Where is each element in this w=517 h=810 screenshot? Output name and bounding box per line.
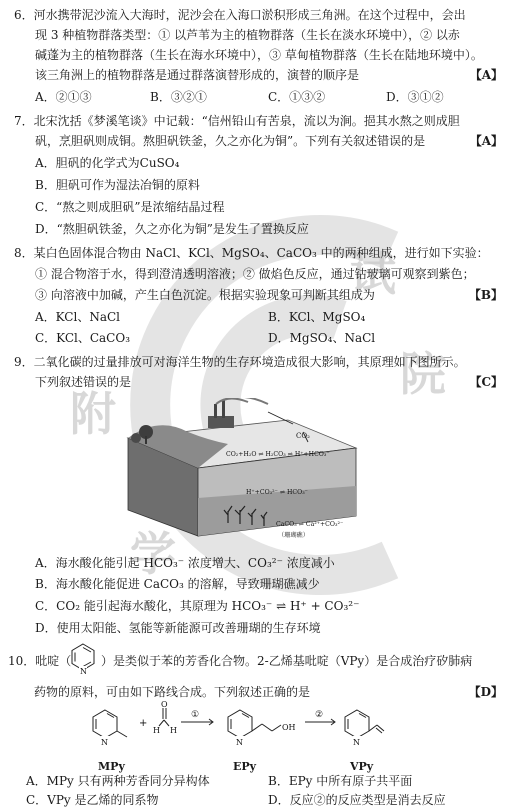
q9-option-a: A．海水酸化能引起 HCO₃⁻ 浓度增大、CO₃²⁻ 浓度减小: [35, 556, 335, 570]
q7-line-1: 7．北宋沈括《梦溪笔谈》中记载：“信州铅山有苦泉，流以为涧。挹其水熬之则成胆: [14, 114, 460, 128]
aldehyde-h-right: H: [170, 726, 177, 735]
q6-option-c: C．①③②: [268, 90, 326, 104]
watermark-char: 学: [130, 527, 176, 581]
q6-option-b: B．③②①: [150, 90, 207, 104]
vpy-n: N: [353, 738, 360, 747]
q8-option-a: A．KCl、NaCl: [35, 310, 121, 324]
q8-option-b: B．KCl、MgSO₄: [268, 310, 366, 324]
q10-option-b: B．EPy 中所有原子共平面: [268, 774, 413, 788]
watermark-char: 院: [400, 347, 446, 401]
synthesis-route: [85, 700, 385, 758]
step-1-label: ①: [191, 710, 200, 720]
q6-line-2: 现 3 种植物群落类型：① 以芦苇为主的植物群落（生长在淡水环境中），② 以赤: [35, 28, 460, 42]
q6-option-d: D．③①②: [386, 90, 444, 104]
coral-reef-label: （珊瑚礁）: [278, 532, 309, 539]
watermark-char: 试: [350, 247, 396, 301]
q6-answer: 【A】: [469, 68, 503, 82]
equation-carbonate: H⁺+CO₃²⁻ ⇌ HCO₃⁻: [246, 489, 308, 496]
q8-line-1: 8．某白色固体混合物由 NaCl、KCl、MgSO₄、CaCO₃ 中的两种组成，进行如下实验：: [14, 246, 489, 260]
q6-line-1: 6．河水携带泥沙流入大海时，泥沙会在入海口淤积形成三角洲。在这个过程中，会出: [14, 8, 466, 22]
q9-option-d: D．使用太阳能、氢能等新能源可改善珊瑚的生存环境: [35, 621, 321, 635]
pyridine-n: N: [80, 667, 87, 674]
mpy-label: MPy: [98, 760, 125, 773]
q8-option-c: C．KCl、CaCO₃: [35, 331, 131, 345]
q8-answer: 【B】: [468, 288, 503, 302]
epy-n: N: [236, 738, 243, 747]
q9-line-1: 9．二氧化碳的过量排放可对海洋生物的生存环境造成很大影响，其原理如下图所示。: [14, 355, 466, 369]
q9-option-c: C．CO₂ 能引起海水酸化，其原理为 HCO₃⁻ ⇌ H⁺ + CO₃²⁻: [35, 599, 360, 613]
q10-line-2: 药物的原料，可由如下路线合成。下列叙述正确的是: [34, 685, 311, 699]
co2-label: CO₂: [296, 432, 310, 440]
epy-label: EPy: [233, 760, 257, 773]
q10-line-1a: 10．吡啶（: [8, 654, 72, 668]
q7-answer: 【A】: [469, 134, 503, 148]
ocean-acidification-diagram: [118, 398, 363, 546]
aldehyde-o: O: [161, 700, 168, 709]
step-2-label: ②: [315, 710, 324, 720]
q9-line-2: 下列叙述错误的是: [35, 375, 132, 389]
q10-option-a: A．MPy 只有两种芳香同分异构体: [26, 774, 210, 788]
q7-option-b: B．胆矾可作为湿法冶铜的原料: [35, 178, 200, 192]
equation-dissolution: CO₂+H₂O ⇌ H₂CO₃ ⇌ H⁺+HCO₃⁻: [226, 451, 330, 458]
vpy-label: VPy: [350, 760, 374, 773]
q7-option-a: A．胆矾的化学式为CuSO₄: [35, 156, 180, 170]
watermark-char: 附: [70, 387, 116, 441]
q8-option-d: D．MgSO₄、NaCl: [268, 331, 376, 345]
aldehyde-h-left: H: [153, 726, 160, 735]
q10-answer: 【D】: [468, 685, 503, 699]
q10-option-c: C．VPy 是乙烯的同系物: [26, 793, 159, 807]
q6-line-4: 该三角洲上的植物群落是通过群落演替形成的，演替的顺序是: [35, 68, 360, 82]
q9-answer: 【C】: [469, 375, 503, 389]
q6-option-a: A．②①③: [35, 90, 92, 104]
equation-calcium: CaCO₃ ⇌ Ca²⁺+CO₃²⁻: [276, 521, 344, 528]
q7-option-c: C．“熬之则成胆矾”是浓缩结晶过程: [35, 200, 225, 214]
q10-option-d: D．反应②的反应类型是消去反应: [268, 793, 446, 807]
hydroxyl-label: OH: [282, 723, 296, 732]
q6-line-3: 碱蓬为主的植物群落（生长在海水环境中），③ 草甸植物群落（生长在陆地环境中）。: [35, 48, 483, 62]
mpy-n: N: [101, 738, 108, 747]
q9-option-b: B．海水酸化能促进 CaCO₃ 的溶解，导致珊瑚礁减少: [35, 577, 320, 591]
q8-line-3: ③ 向溶液中加碱，产生白色沉淀。根据实验现象可判断其组成为: [35, 288, 375, 302]
plus-sign: +: [139, 718, 148, 729]
pyridine-structure: [66, 640, 100, 674]
q7-line-2: 矾，烹胆矾则成铜。熬胆矾铁釜，久之亦化为铜”。下列有关叙述错误的是: [35, 134, 426, 148]
q7-option-d: D．“熬胆矾铁釜，久之亦化为铜”是发生了置换反应: [35, 222, 309, 236]
q10-line-1b: ）是类似于苯的芳香化合物。2-乙烯基吡啶（VPy）是合成治疗矽肺病: [101, 654, 473, 668]
q8-line-2: ① 混合物溶于水，得到澄清透明溶液；② 做焰色反应，通过钴玻璃可观察到紫色；: [35, 267, 475, 281]
